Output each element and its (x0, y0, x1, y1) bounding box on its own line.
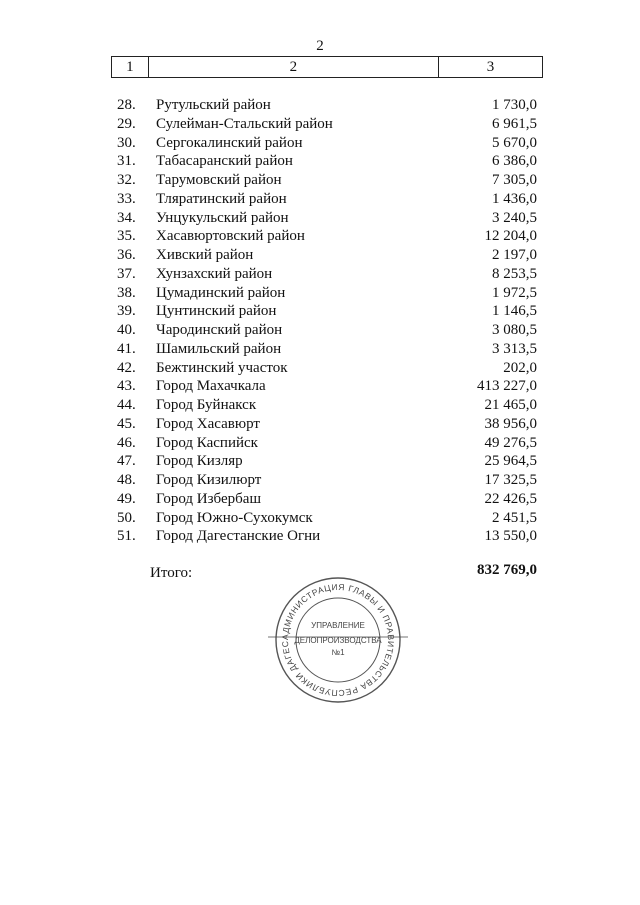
row-district-name: Город Махачкала (156, 378, 266, 395)
seal-graphic (268, 575, 408, 705)
row-number: 32. (117, 172, 136, 188)
row-district-name: Хивский район (156, 247, 254, 263)
row-number: 37. (117, 265, 136, 282)
row-district-name: Тарумовский район (156, 172, 282, 188)
table-row (0, 152, 640, 171)
row-district-name: Город Кизилюрт (156, 472, 262, 488)
row-value: 413 227,0 (477, 378, 537, 395)
column-header-3: 3 (438, 57, 542, 78)
table-row (0, 359, 640, 378)
svg-text:ДЕЛОПРОИЗВОДСТВА: ДЕЛОПРОИЗВОДСТВА (294, 636, 382, 645)
row-value: 8 253,5 (492, 265, 537, 282)
table-row (0, 96, 640, 115)
row-district-name: Город Кизляр (156, 453, 243, 470)
row-value: 12 204,0 (484, 228, 537, 245)
row-district-name: Чародинский район (156, 322, 283, 338)
table-row (0, 452, 640, 471)
row-number: 44. (117, 397, 136, 413)
row-value: 2 451,5 (492, 509, 537, 526)
table-row (0, 190, 640, 209)
total-label: Итого: (150, 565, 193, 581)
table-row (0, 340, 640, 359)
column-header-1: 1 (112, 57, 149, 78)
row-number: 48. (117, 472, 136, 488)
row-number: 31. (117, 153, 136, 170)
row-number: 39. (117, 303, 136, 320)
column-header-table (111, 56, 543, 78)
page-number: 2 (316, 38, 324, 54)
row-number: 50. (117, 509, 136, 526)
row-number: 34. (117, 209, 136, 226)
row-value: 49 276,5 (484, 434, 537, 451)
row-value: 3 080,5 (492, 322, 537, 338)
table-row (0, 302, 640, 321)
table-row (0, 434, 640, 453)
table-row (0, 471, 640, 490)
row-value: 1 436,0 (492, 190, 537, 207)
table-row (0, 171, 640, 190)
official-seal-stamp (268, 575, 408, 705)
row-number: 40. (117, 322, 136, 338)
table-row (0, 265, 640, 284)
row-number: 51. (117, 528, 136, 545)
row-value: 5 670,0 (492, 134, 537, 151)
row-number: 41. (117, 340, 136, 357)
table-row (0, 227, 640, 246)
row-value: 202,0 (503, 359, 537, 376)
table-row (0, 509, 640, 528)
table-row (0, 396, 640, 415)
row-number: 42. (117, 359, 136, 376)
row-district-name: Сулейман-Стальский район (156, 115, 333, 132)
column-header-2: 2 (148, 57, 438, 78)
row-number: 36. (117, 247, 136, 263)
total-value: 832 769,0 (477, 562, 537, 578)
row-district-name: Город Южно-Сухокумск (156, 509, 313, 526)
table-row (0, 490, 640, 509)
row-district-name: Табасаранский район (156, 153, 293, 170)
row-number: 35. (117, 228, 136, 245)
row-value: 6 386,0 (492, 153, 537, 170)
row-value: 2 197,0 (492, 247, 537, 263)
row-value: 17 325,5 (484, 472, 537, 488)
row-district-name: Тляратинский район (156, 190, 287, 207)
row-value: 25 964,5 (484, 453, 537, 470)
table-row (0, 134, 640, 153)
row-number: 33. (117, 190, 136, 207)
row-value: 1 730,0 (492, 97, 537, 113)
row-number: 46. (117, 434, 136, 451)
row-district-name: Цунтинский район (156, 303, 277, 320)
row-district-name: Город Буйнакск (156, 397, 257, 413)
row-district-name: Унцукульский район (156, 209, 289, 226)
svg-text:№1: №1 (331, 648, 345, 657)
svg-text:АДМИНИСТРАЦИЯ ГЛАВЫ И ПРАВИТЕЛ: АДМИНИСТРАЦИЯ ГЛАВЫ И ПРАВИТЕЛЬСТВА РЕСПУБЛИКИ ДАГЕС (279, 581, 397, 699)
row-value: 22 426,5 (484, 490, 537, 507)
row-district-name: Город Хасавюрт (156, 415, 260, 432)
row-district-name: Город Избербаш (156, 490, 261, 507)
row-number: 43. (117, 378, 136, 395)
row-district-name: Шамильский район (156, 340, 282, 357)
row-number: 38. (117, 284, 136, 301)
row-value: 38 956,0 (484, 415, 537, 432)
row-district-name: Цумадинский район (156, 284, 286, 301)
row-number: 29. (117, 115, 136, 132)
table-row (0, 415, 640, 434)
table-row (0, 115, 640, 134)
district-list (0, 96, 640, 546)
row-value: 1 146,5 (492, 303, 537, 320)
row-district-name: Город Каспийск (156, 434, 258, 451)
row-number: 30. (117, 134, 136, 151)
svg-text:УПРАВЛЕНИЕ: УПРАВЛЕНИЕ (311, 621, 365, 630)
row-value: 21 465,0 (484, 397, 537, 413)
table-row (0, 209, 640, 228)
table-row (0, 284, 640, 303)
row-district-name: Сергокалинский район (156, 134, 303, 151)
row-value: 7 305,0 (492, 172, 537, 188)
table-row (0, 377, 640, 396)
row-value: 3 313,5 (492, 340, 537, 357)
row-number: 45. (117, 415, 136, 432)
table-row (0, 527, 640, 546)
row-district-name: Город Дагестанские Огни (156, 528, 321, 545)
row-number: 28. (117, 97, 136, 113)
row-number: 47. (117, 453, 136, 470)
row-value: 3 240,5 (492, 209, 537, 226)
row-number: 49. (117, 490, 136, 507)
table-row (0, 321, 640, 340)
row-district-name: Рутульский район (156, 97, 271, 113)
row-value: 6 961,5 (492, 115, 537, 132)
row-district-name: Хунзахский район (156, 265, 273, 282)
row-value: 1 972,5 (492, 284, 537, 301)
row-value: 13 550,0 (484, 528, 537, 545)
table-row (0, 246, 640, 265)
row-district-name: Бежтинский участок (156, 359, 288, 376)
row-district-name: Хасавюртовский район (156, 228, 305, 245)
